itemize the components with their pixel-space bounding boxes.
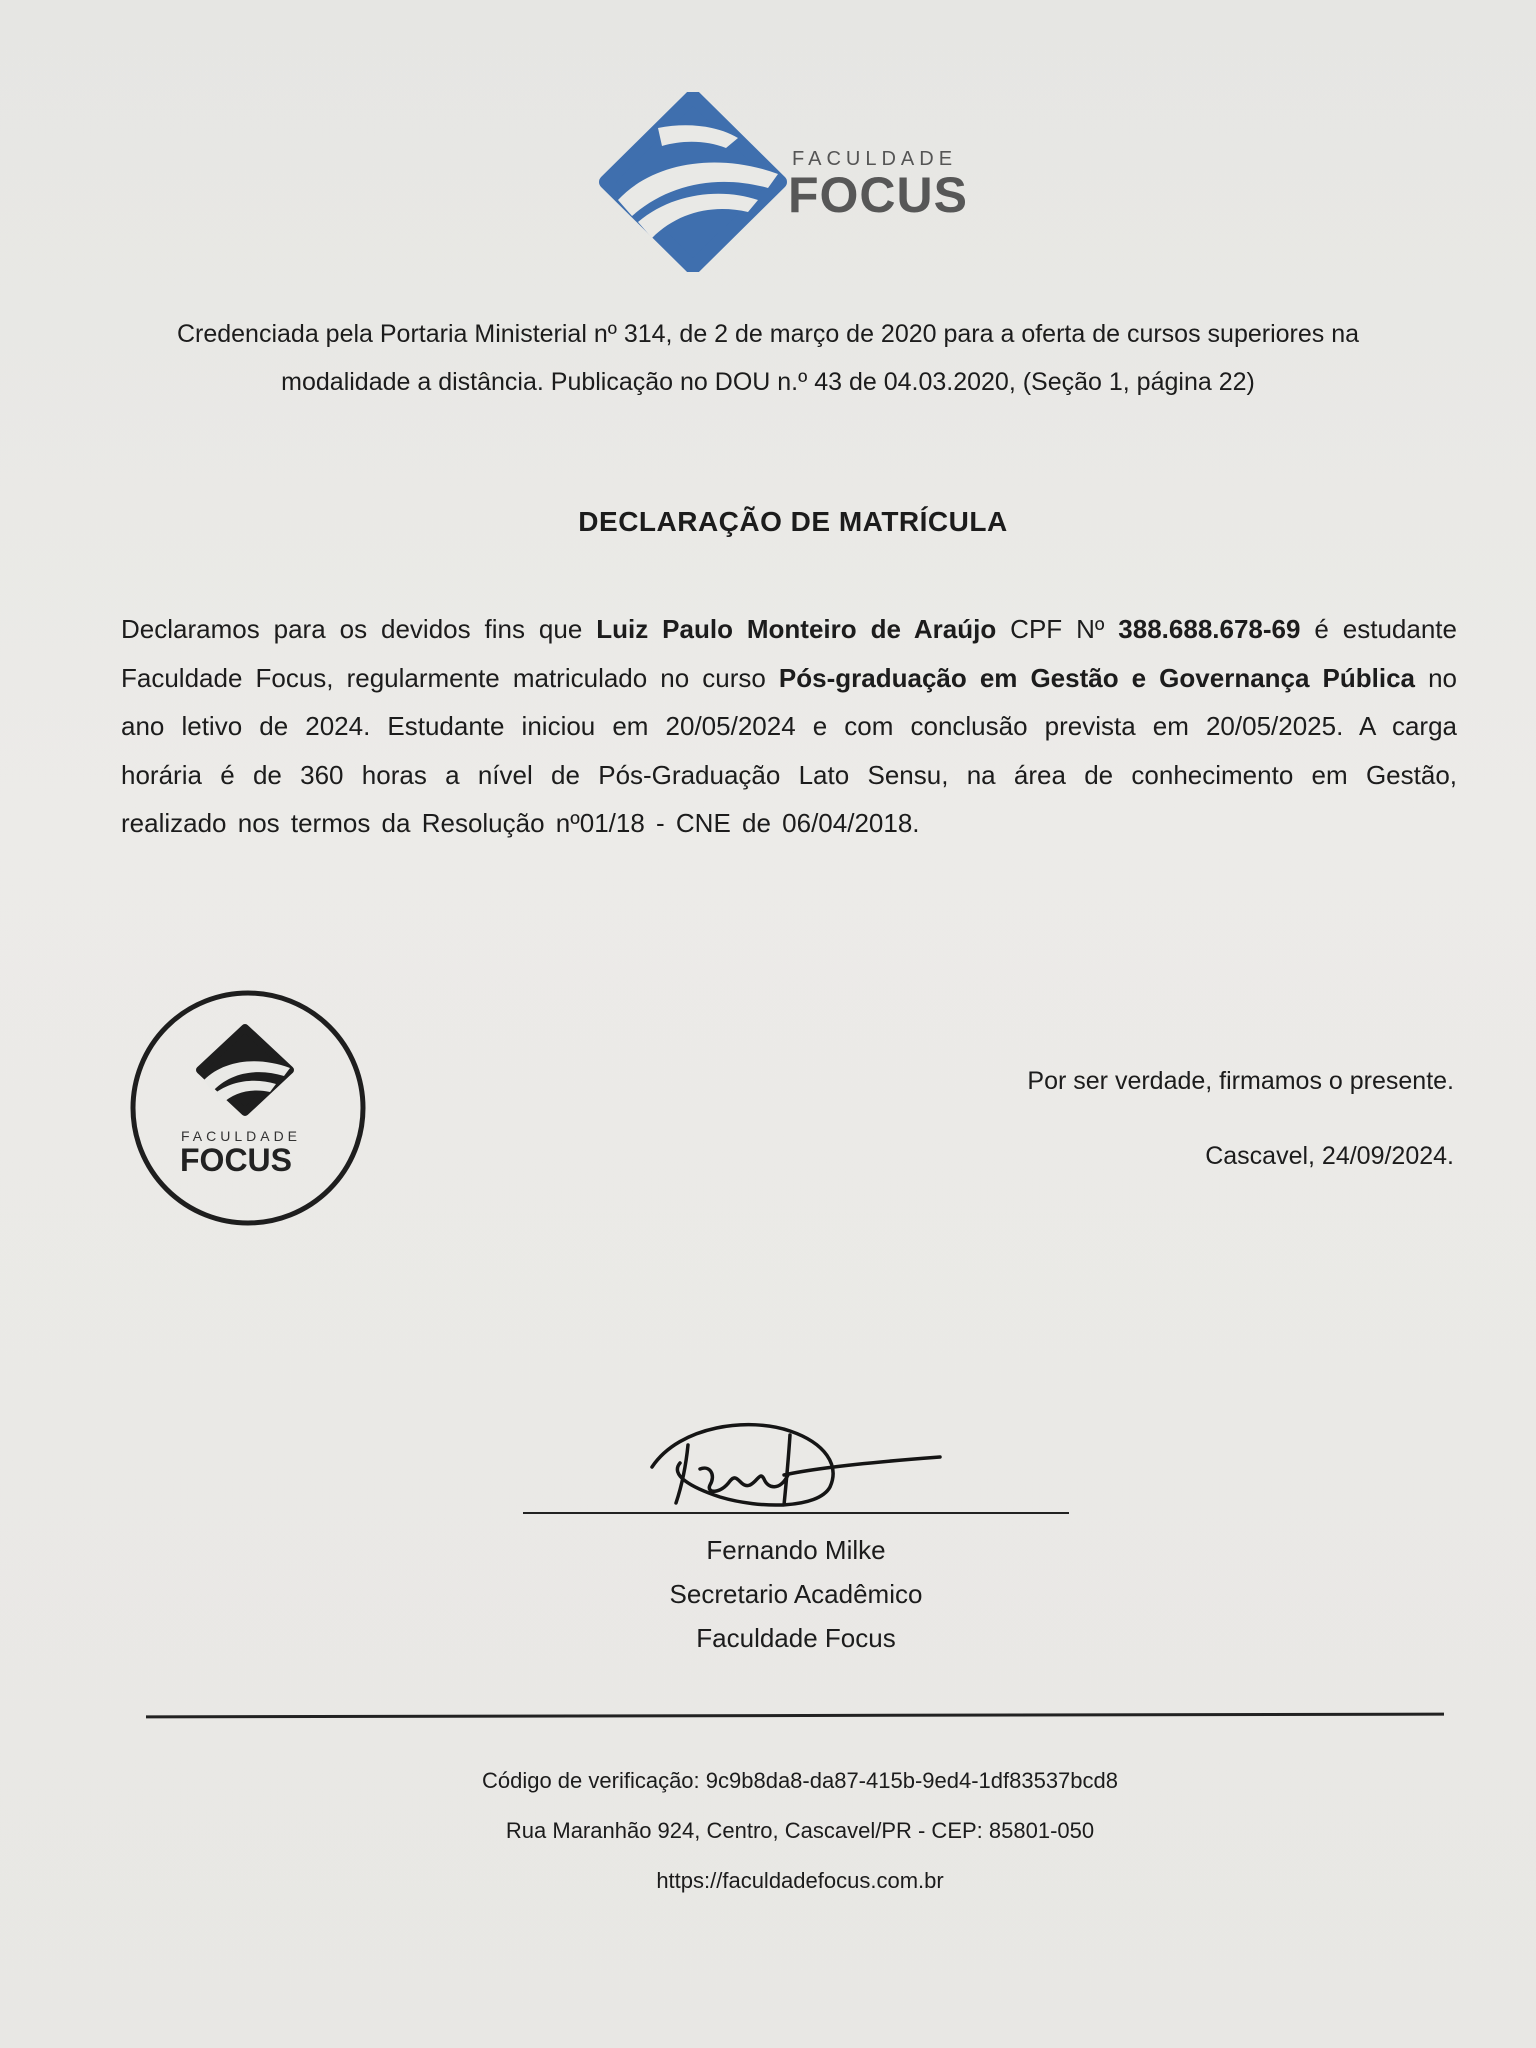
- body-text-1: Declaramos para os devidos fins que: [121, 614, 597, 644]
- seal-big-text: FOCUS: [180, 1142, 292, 1178]
- document-title: DECLARAÇÃO DE MATRÍCULA: [578, 506, 1008, 537]
- body-text-3: é estudante Faculdade Focus, regularmente matriculado no curso: [121, 614, 1457, 693]
- signer-block: [523, 1528, 1069, 1660]
- accreditation-text: [120, 310, 1416, 406]
- signer-name: Fernando Milke: [706, 1535, 886, 1565]
- seal-small-text: FACULDADE: [181, 1128, 302, 1144]
- footer: [300, 1756, 1300, 1906]
- logo-emblem-icon: [598, 92, 788, 272]
- footer-divider: [146, 1713, 1444, 1719]
- logo-big-text: FOCUS: [788, 167, 968, 223]
- address: Rua Maranhão 924, Centro, Cascavel/PR - CEP: 85801-050: [505, 1818, 1095, 1843]
- accreditation-line-2: modalidade a distância. Publicação no DOU n.º 43 de 04.03.2020, (Seção 1, página 22): [281, 368, 1255, 396]
- verification-code: Código de verificação: 9c9b8da8-da87-415b-9ed4-1df83537bcd8: [481, 1768, 1119, 1793]
- signature-line: [523, 1512, 1069, 1514]
- declaration-body: [121, 605, 1457, 848]
- body-text-2: CPF Nº: [996, 614, 1119, 644]
- logo-small-text: FACULDADE: [792, 148, 958, 170]
- handwritten-signature: [640, 1405, 950, 1515]
- student-name: Luiz Paulo Monteiro de Araújo: [596, 614, 997, 644]
- institution-seal: [128, 988, 368, 1228]
- course-name: Pós-graduação em Gestão e Governança Pública: [778, 662, 1416, 693]
- seal-emblem-icon: [128, 988, 368, 1228]
- accreditation-line-1: Credenciada pela Portaria Ministerial nº 314, de 2 de março de 2020 para a oferta de cursos superiores na: [176, 320, 1360, 348]
- body-text-4: no ano letivo de 2024. Estudante iniciou em 20/05/2024 e com conclusão prevista em 20/05/2025. A carga horária é de 360 horas a nível de Pós-Graduação Lato Sensu, na área de conhecimento em Gestão, realizado nos termos da Resolução nº01/18 - CNE de 06/04/2018.: [121, 662, 1457, 839]
- student-cpf: 388.688.678-69: [1118, 614, 1301, 644]
- website-url: https://faculdadefocus.com.br: [656, 1868, 944, 1893]
- signer-institution: Faculdade Focus: [696, 1623, 896, 1653]
- city-date: Cascavel, 24/09/2024.: [1205, 1142, 1454, 1170]
- faculdade-focus-logo: [598, 92, 998, 272]
- closing-statement: Por ser verdade, firmamos o presente.: [1027, 1067, 1454, 1095]
- signer-role: Secretario Acadêmico: [669, 1579, 923, 1609]
